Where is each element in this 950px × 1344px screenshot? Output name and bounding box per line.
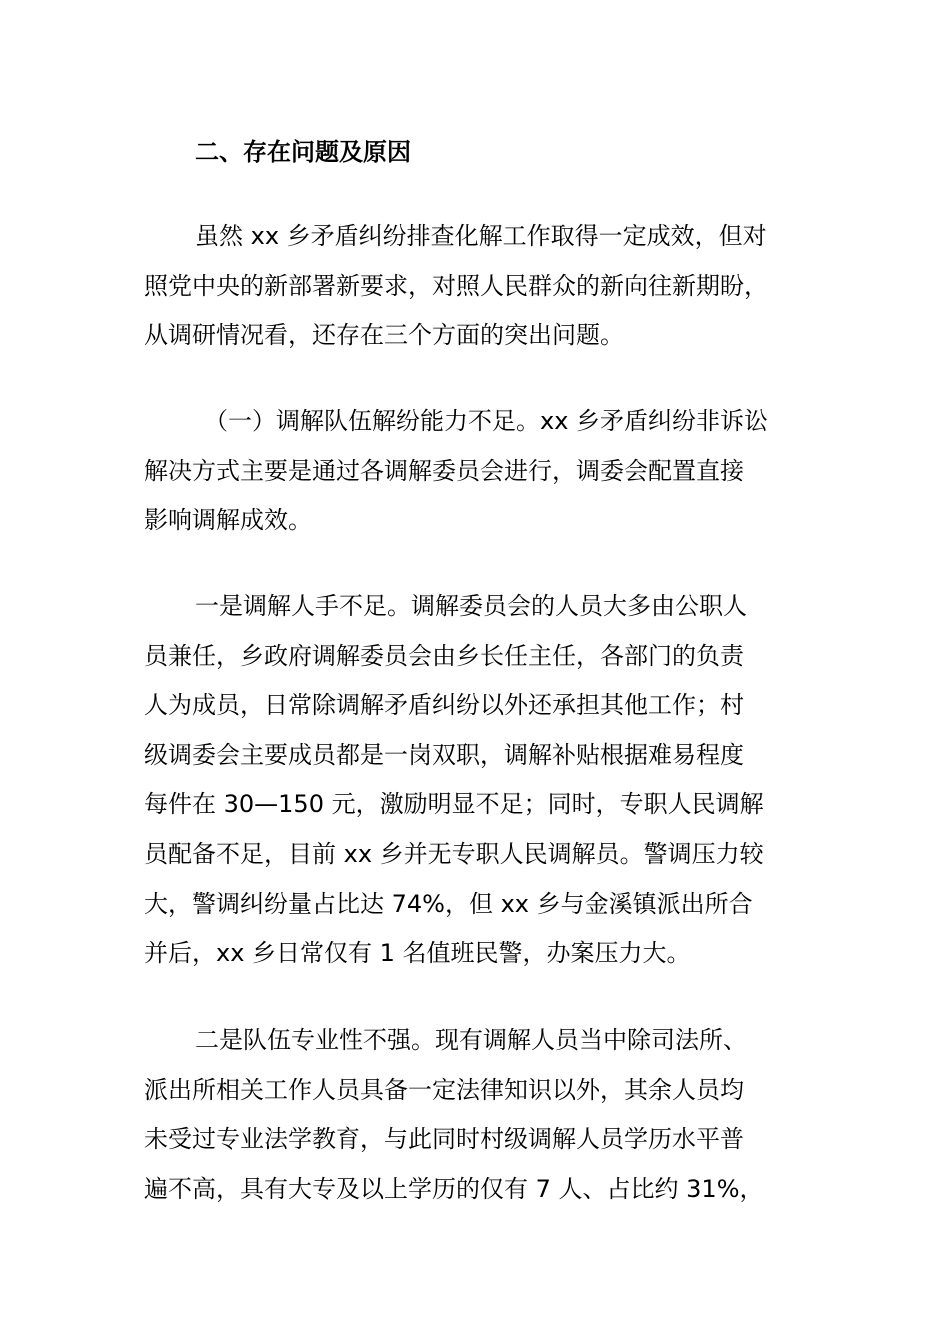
paragraph-line: 员兼任，乡政府调解委员会由乡长任主任，各部门的负责 xyxy=(144,641,744,670)
paragraph-line: 虽然 xx 乡矛盾纠纷排查化解工作取得一定成效，但对 xyxy=(195,222,767,250)
paragraph-line: （一）调解队伍解纷能力不足。xx 乡矛盾纠纷非诉讼 xyxy=(204,407,769,435)
paragraph-line: 员配备不足，目前 xx 乡并无专职人民调解员。警调压力较 xyxy=(144,839,764,868)
paragraph-line: 从调研情况看，还存在三个方面的突出问题。 xyxy=(144,321,624,350)
paragraph-line: 遍不高，具有大专及以上学历的仅有 7 人、占比约 31%， xyxy=(144,1174,764,1203)
paragraph-line: 一是调解人手不足。调解委员会的人员大多由公职人 xyxy=(195,592,747,620)
paragraph-line: 解决方式主要是通过各调解委员会进行，调委会配置直接 xyxy=(144,456,744,485)
paragraph-intro xyxy=(144,212,814,361)
section-heading: 二、存在问题及原因 xyxy=(195,138,411,166)
paragraph-subsection-1 xyxy=(144,397,814,546)
paragraph-line: 派出所相关工作人员具备一定法律知识以外，其余人员均 xyxy=(144,1075,744,1104)
paragraph-line: 未受过专业法学教育，与此同时村级调解人员学历水平普 xyxy=(144,1125,744,1154)
paragraph-line: 影响调解成效。 xyxy=(144,506,312,535)
paragraph-point-1 xyxy=(144,582,814,979)
paragraph-line: 照党中央的新部署新要求，对照人民群众的新向往新期盼， xyxy=(144,271,768,300)
paragraph-line: 人为成员，日常除调解矛盾纠纷以外还承担其他工作；村 xyxy=(144,691,744,720)
paragraph-line: 二是队伍专业性不强。现有调解人员当中除司法所、 xyxy=(195,1026,747,1054)
paragraph-line: 大，警调纠纷量占比达 74%，但 xx 乡与金溪镇派出所合 xyxy=(144,889,753,918)
paragraph-line: 并后，xx 乡日常仅有 1 名值班民警，办案压力大。 xyxy=(144,939,691,968)
paragraph-point-2 xyxy=(144,1016,814,1214)
paragraph-line: 级调委会主要成员都是一岗双职，调解补贴根据难易程度 xyxy=(144,740,744,769)
paragraph-line: 每件在 30—150 元，激励明显不足；同时，专职人民调解 xyxy=(144,790,764,819)
